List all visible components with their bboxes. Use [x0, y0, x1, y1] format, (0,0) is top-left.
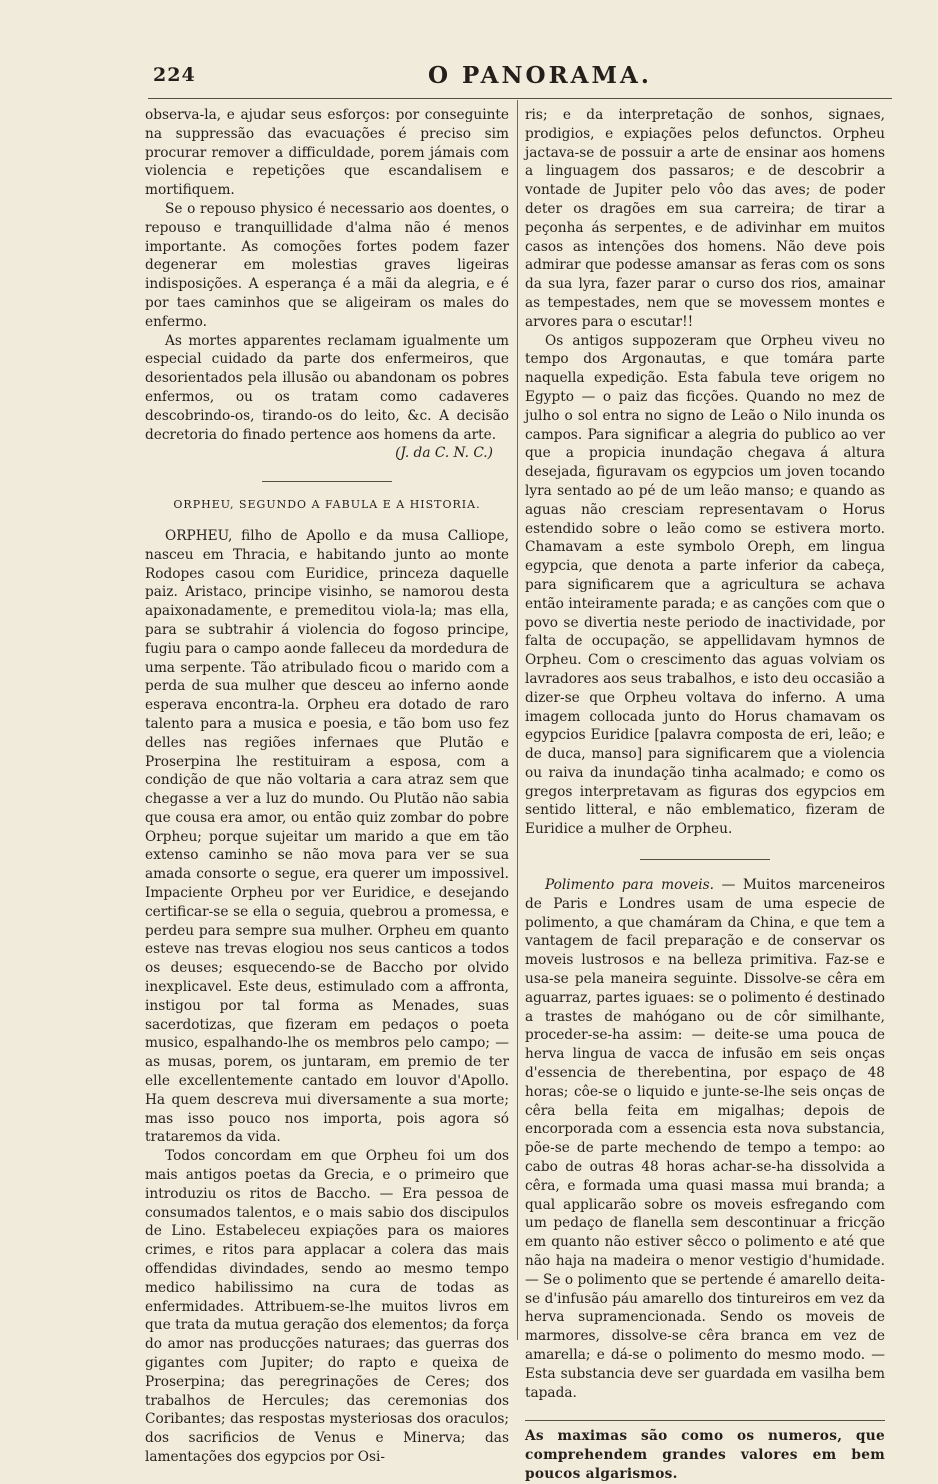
polish-lead: Polimento para moveis.	[545, 877, 714, 894]
paragraph-1: observa-la, e ajudar seus esforços: por conseguinte na suppressão das evacuações é preciso sim procurar remover a difficuldade, porem jámais com violencia e repetições que escandalisem e mortifiquem.	[145, 107, 509, 199]
paragraph-egypt: Os antigos suppozeram que Orpheu viveu no tempo dos Argonautas, e que tomára parte naquella expedição. Esta fabula teve origem no Egypto — o paiz das ficções. Quando no mez de julho o sol entra no signo de Leão o Nilo inunda os campos. Para significar a alegria do publico ao ver que a propicia inundação chegava á altura desejada, figuravam os egypcios um joven tocando lyra sentado ao pé de um leão manso; e quando as aguas não cresciam representavam o Horus estendido sobre o leão como se estivera morto. Chamavam a este symbolo Oreph, em lingua egypcia, que denota a parte inferior da cabeça, para significarem que a agricultura se achava então inteiramente parada; e as canções com que o povo se divertia neste periodo de inactividade, por falta de occupação, se appellidavam hymnos de Orpheu. Com o crescimento das aguas volviam os lavradores aos seus trabalhos, e isto deu occasião a dizer-se que Orpheu voltava do inferno. A uma imagem collocada junto do Horus chamavam os egypcios Euridice [palavra composta de eri, leão; e de duca, manso] para significarem que a violencia ou raiva da inundação tinha acalmado; e como os gregos interpretavam as figuras dos egypcios em sentido litteral, e não emblematico, fizeram de Euridice a mulher de Orpheu.	[525, 332, 885, 838]
paragraph-continuation: ris; e da interpretação de sonhos, signaes, prodigios, e expiações pelos defunctos. Orpheu jactava-se de possuir a arte de ensinar aos homens a linguagem dos passaros; e de descobrir a vontade de Jupiter pelo vôo das aves; de poder deter os dragões em sua carreira; de tirar a peçonha ás serpentes, e de adivinhar em muitos casos as intenções dos homens. Não deve pois admirar que podesse amansar as feras com os sons da sua lyra, fazer parar o curso dos rios, amainar as tempestades, nem que se movessem montes e arvores para o escutar!!	[525, 107, 885, 330]
section-divider	[262, 481, 392, 482]
maxim: As maximas são como os numeros, que comprehendem grandes valores em bem poucos algarismos.	[525, 1428, 885, 1482]
paragraph-polish	[525, 876, 885, 1402]
attribution: (J. da C. N. C.)	[395, 445, 493, 462]
polish-body: — Muitos marceneiros de Paris e Londres usam de uma especie de polimento, a que chamáram da China, e que tem a vantagem de facil preparação e de conservar os moveis lustrosos e na belleza primitiva. Faz-se e usa-se pela maneira seguinte. Dissolve-se cêra em aguarraz, partes iguaes: se o polimento é destinado a trastes de mahógano ou de côr similhante, proceder-se-ha assim: — deite-se uma pouca de herva lingua de vacca de infusão em seis onças d'essencia de therebentina, por espaço de 48 horas; côe-se o liquido e junte-se-lhe seis onças de cêra bella feita em migalhas; depois de encorporada com a essencia esta nova substancia, põe-se de parte mechendo de tempo a tempo: ao cabo de outras 48 horas achar-se-ha dissolvida a cêra, e formada uma quasi massa mui branda; a qual applicarão sobre os moveis esfregando com um pedaço de flanella sem descontinuar a fricção em quanto não estiver sêcco o polimento e até que não haja na madeira o menor vestigio d'humidade. — Se o polimento que se pertende é amarello deita-se d'infusão páu amarello dos tintureiros em vez da herva supramencionada. Sendo os moveis de marmores, dissolve-se cêra branca em vez de amarella; e dá-se o polimento do mesmo modo. — Esta substancia deve ser guardada em vasilha bem tapada.	[525, 877, 886, 1401]
header-rule	[148, 98, 892, 99]
right-column	[525, 106, 885, 1484]
left-column	[145, 106, 509, 1467]
section-divider-3	[525, 1420, 885, 1421]
journal-title: O PANORAMA.	[428, 62, 652, 89]
paragraph-4: ORPHEU, filho de Apollo e da musa Calliope, nasceu em Thracia, e habitando junto ao monte Rodopes casou com Euridice, princeza daquelle paiz. Aristaco, principe visinho, se namorou desta apaixonadamente, e premeditou viola-la; mas ella, para se subtrahir á violencia do fogoso principe, fugiu para o campo aonde falleceu da mordedura de uma serpente. Tão atribulado ficou o marido com a perda de sua mulher que desceu ao inferno aonde esperava encontra-la. Orpheu era dotado de raro talento para a musica e poesia, e tão bom uso fez delles nas regiões infernaes que Plutão e Proserpina lhe restituiram a esposa, com a condição de que não voltaria a cara atraz sem que chegasse a ver a luz do mundo. Ou Plutão não sabia que cousa era amor, ou então quiz zombar do pobre Orpheu; porque sujeitar um marido a que em tão extenso caminho se não mova para ver se sua amada consorte o segue, era querer um impossivel. Impaciente Orpheu por ver Euridice, e desejando certificar-se se ella o seguia, quebrou a promessa, e perdeu para sempre sua mulher. Orpheu em quanto esteve nas trevas elogiou nos seus canticos a todos os deuses; esquecendo-se de Baccho por olvido inexplicavel. Este deus, estimulado com a affronta, instigou por tal forma as Menades, suas sacerdotizas, que fizeram em pedaços o poeta musico, espalhando-lhe os membros pelo campo; — as musas, porem, os juntaram, em premio de ter elle excellentemente cantado em louvor d'Apollo. Ha quem descreva mui diversamente a sua morte; mas isso pouco nos importa, pois agora só trataremos da vida.	[145, 527, 509, 1146]
section-divider-2	[640, 859, 770, 860]
page-number: 224	[153, 64, 196, 86]
paragraph-3: As mortes apparentes reclamam igualmente um especial cuidado da parte dos enfermeiros, que desorientados pela illusão ou abandonam os pobres enfermos, ou os tratam como cadaveres descobrindo-os, tirando-os do leito, &c. A decisão decretoria do finado pertence aos homens da arte.	[145, 332, 509, 443]
column-divider	[517, 100, 518, 1340]
section-title: ORPHEU, SEGUNDO A FABULA E A HISTORIA.	[173, 498, 481, 512]
paragraph-2: Se o repouso physico é necessario aos doentes, o repouso e tranquillidade d'alma não é menos importante. As comoções fortes podem fazer degenerar em molestias graves ligeiras indisposições. A esperança é a mãi da alegria, e é por taes caminhos que se aligeiram os males do enfermo.	[145, 200, 509, 330]
page-header	[150, 62, 890, 92]
paragraph-5: Todos concordam em que Orpheu foi um dos mais antigos poetas da Grecia, e o primeiro que introduziu os ritos de Baccho. — Era pessoa de consumados talentos, e o mais sabio dos discipulos de Lino. Estabeleceu expiações para os maiores crimes, e ritos para applacar a colera das mais offendidas divindades, sendo ao mesmo tempo medico habilissimo na cura de todas as enfermidades. Attribuem-se-lhe muitos livros em que trata da mutua geração dos elementos; da força do amor nas producções naturaes; das guerras dos gigantes com Jupiter; do rapto e queixa de Proserpina; das peregrinações de Ceres; dos trabalhos de Hercules; das ceremonias dos Coribantes; das respostas mysteriosas dos oraculos; dos sacrificios de Venus e Minerva; das lamentações dos egypcios por Osi-	[145, 1148, 509, 1465]
